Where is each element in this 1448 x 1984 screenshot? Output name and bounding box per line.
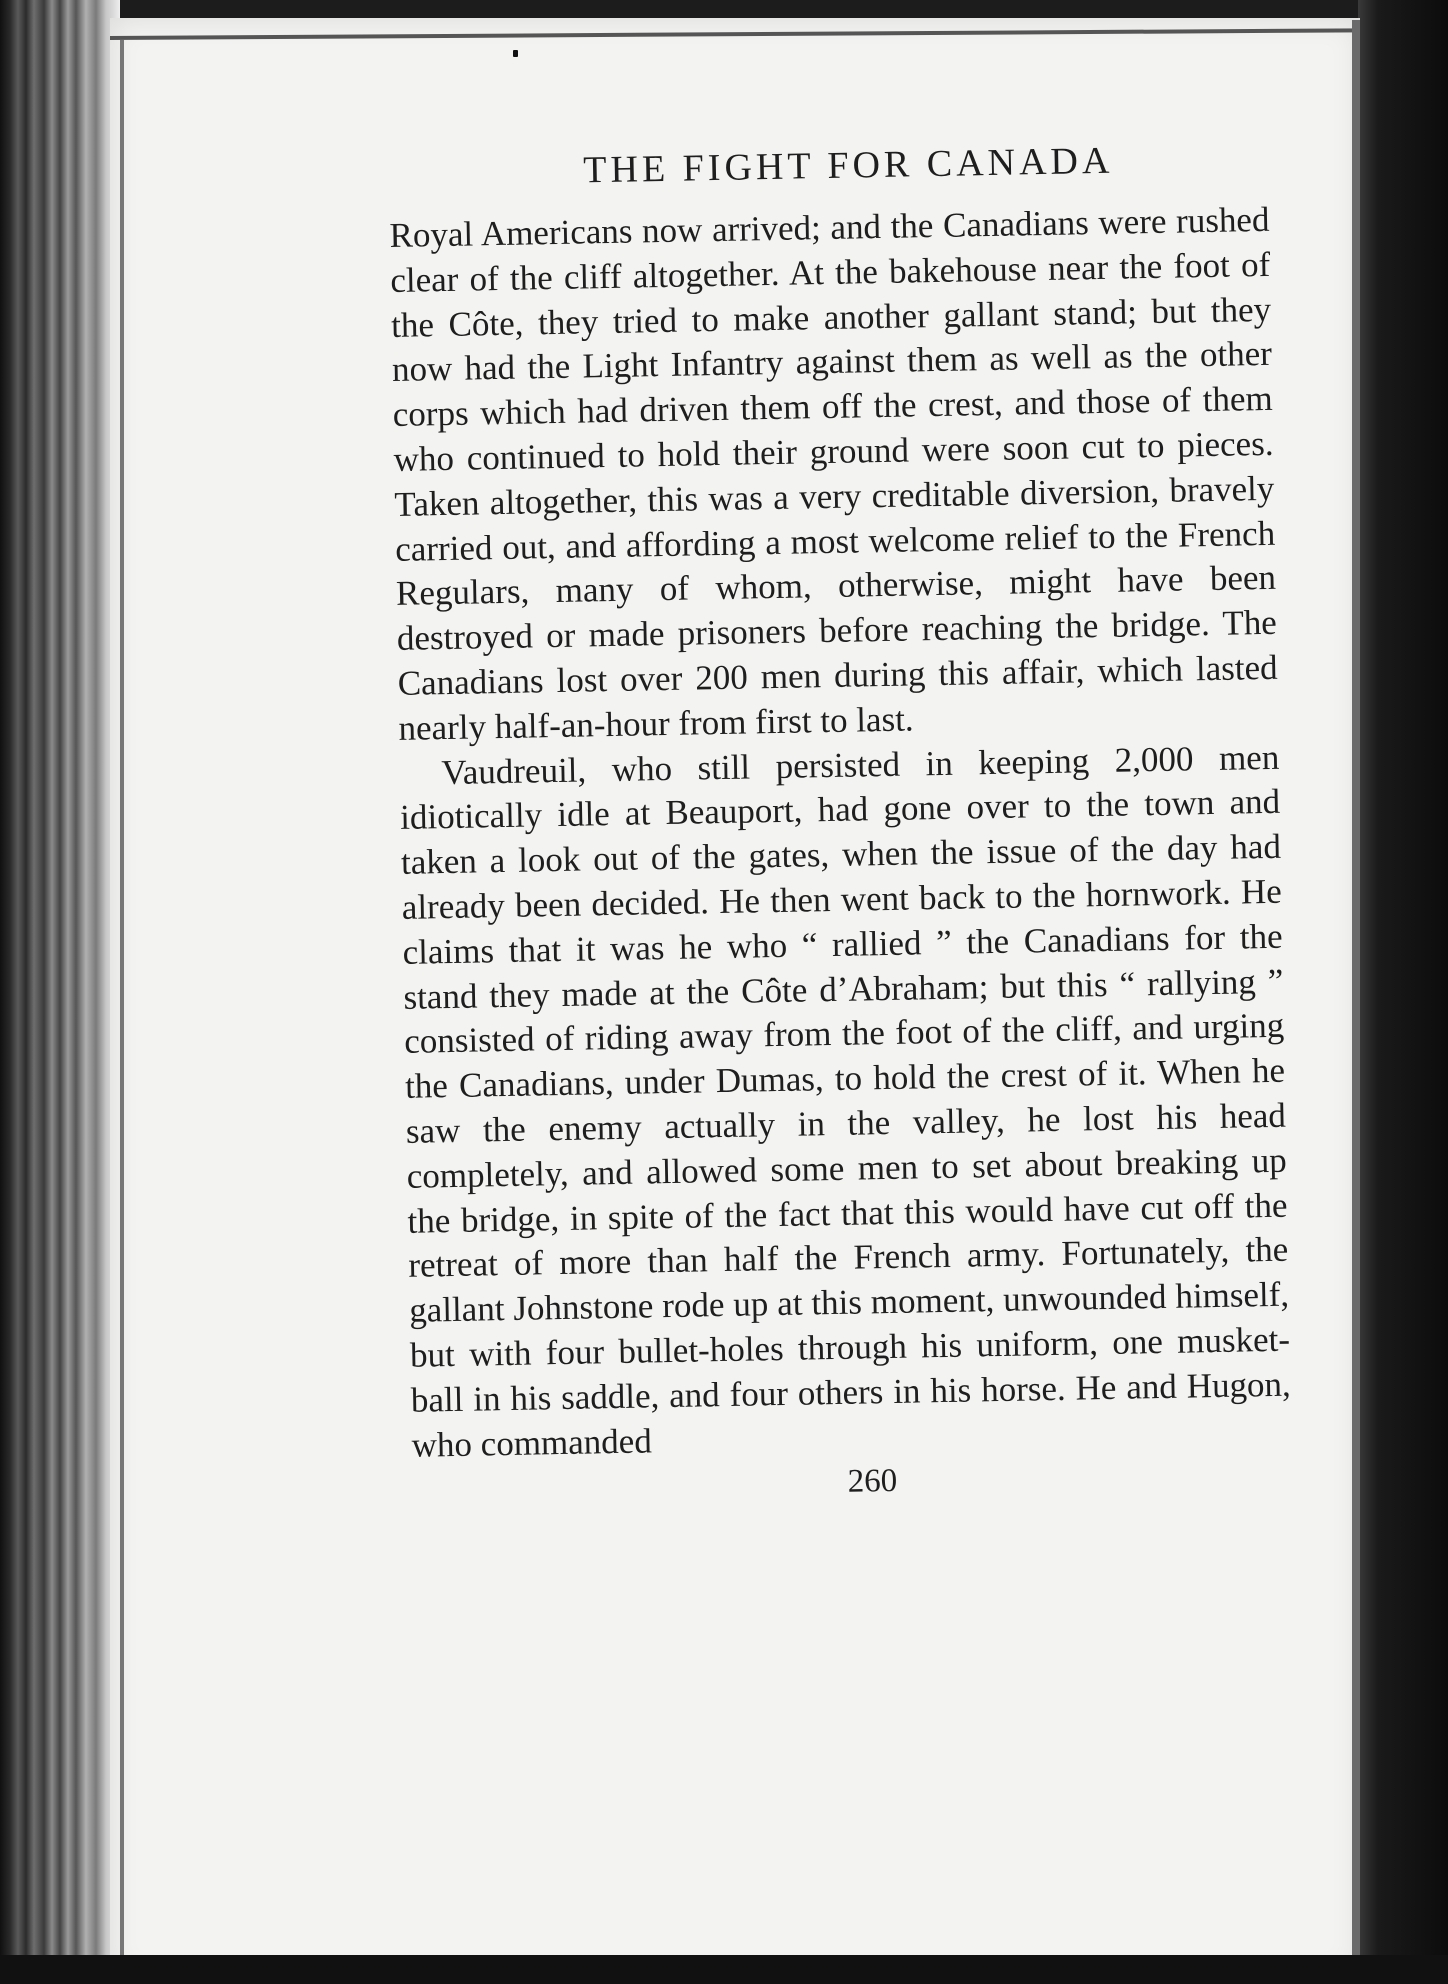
running-head: THE FIGHT FOR CANADA: [582, 139, 1114, 192]
paragraph: Vaudreuil, who still persisted in keeping 2,000 men idiotically idle at Beauport, had gone over to the town and taken a look out of the gates, when the issue of the day had already been decided. He then went back to the hornwork. He claims that it was he who “ rallied ” the Canadians for the stand they made at the Côte d’Abraham; but this “ rallying ” consisted of riding away from the foot of the cliff, and urging the Canadians, under Dumas, to hold the crest of it. When he saw the enemy actually in the valley, he lost his head completely, and allowed some men to set about breaking up the bridge, in spite of the fact that this would have cut off the retreat of more than half the French army. Fortunately, the gallant Johnstone rode up at this moment, unwounded himself, but with four bullet-holes through his uniform, one musket-ball in his saddle, and four others in his horse. He and Hugon, who commanded: [399, 737, 1292, 1465]
book-page-edges: [0, 0, 120, 1984]
ink-speck: [513, 50, 518, 57]
paragraph: Royal Americans now arrived; and the Canadians were rushed clear of the cliff altogether. At the bakehouse near the foot of the Côte, they tried to make another gallant stand; but they now had the Light Infantry against them as well as the other corps which had driven them off the crest, and those of them who continued to hold their ground were soon cut to pieces. Taken altogether, this was a very creditable diversion, bravely carried out, and affording a most welcome relief to the French Regulars, many of whom, otherwise, might have been destroyed or made prisoners before reaching the bridge. The Canadians lost over 200 men during this affair, which lasted nearly half-an-hour from first to last.: [389, 199, 1278, 748]
page-content: [388, 136, 1293, 1509]
page-number: 260: [847, 1463, 898, 1501]
page-edge-left: [120, 40, 124, 1970]
book-gutter: [1358, 0, 1448, 1984]
page-edge-right: [1352, 20, 1360, 1960]
scan-bottom-band: [0, 1955, 1448, 1984]
body-text: [389, 198, 1292, 1468]
